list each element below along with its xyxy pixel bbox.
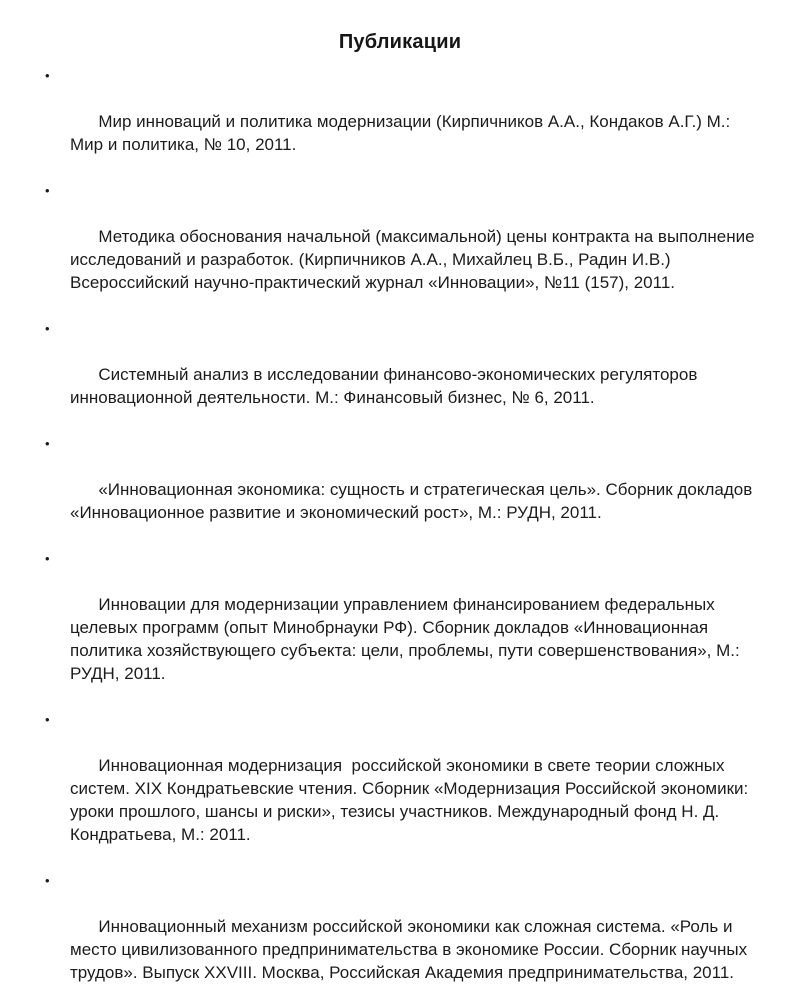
bullet-icon: •: [45, 873, 50, 888]
bullet-icon: •: [45, 183, 50, 198]
presentation-slide: [0, 30, 800, 982]
publication-text: «Инновационная экономика: сущность и стратегическая цель». Сборник докладов «Инновационное развитие и экономический рост», М.: РУДН, 2011.: [70, 480, 757, 522]
publication-item: [43, 64, 760, 179]
publication-item: [43, 708, 760, 869]
publication-item: [43, 432, 760, 547]
publication-text: Инновации для модернизации управлением финансированием федеральных целевых программ (опыт Минобрнауки РФ). Сборник докладов «Инновационная политика хозяйствующего субъекта: цели, проблемы, пути совершенствования», М.: РУДН, 2011.: [70, 595, 745, 683]
bullet-icon: •: [45, 712, 50, 727]
publication-text: Системный анализ в исследовании финансово-экономических регуляторов инновационной деятельности. М.: Финансовый бизнес, № 6, 2011.: [70, 365, 703, 407]
bullet-icon: •: [45, 436, 50, 451]
publication-item: [43, 179, 760, 317]
publication-text: Инновационный механизм российской экономики как сложная система. «Роль и место цивилизованного предпринимательства в экономике России. Сборник научных трудов». Выпуск XXVIII. Москва, Российская Академия предпринимательства, 2011.: [70, 917, 752, 982]
page-title: Публикации: [338, 31, 462, 53]
publication-text: Инновационная модернизация российской экономики в свете теории сложных систем. XIX Кондратьевские чтения. Сборник «Модернизация Российской экономики: уроки прошлого, шансы и риски», тезисы участников. Международный фонд Н. Д. Кондратьева, М.: 2011.: [70, 756, 753, 844]
publication-text: Методика обоснования начальной (максимальной) цены контракта на выполнение исследований и разработок. (Кирпичников А.А., Михайлец В.Б., Радин И.В.) Всероссийский научно-практический журнал «Инновации», №11 (157), 2011.: [70, 227, 760, 292]
publication-text: Мир инноваций и политика модернизации (Кирпичников А.А., Кондаков А.Г.) М.: Мир и политика, № 10, 2011.: [70, 112, 735, 154]
publication-item: [43, 317, 760, 432]
bullet-icon: •: [45, 68, 50, 83]
publication-item: [43, 547, 760, 708]
publication-item: [43, 869, 760, 1007]
bullet-icon: •: [45, 321, 50, 336]
bullet-icon: •: [45, 551, 50, 566]
publications-list: [0, 64, 800, 1007]
